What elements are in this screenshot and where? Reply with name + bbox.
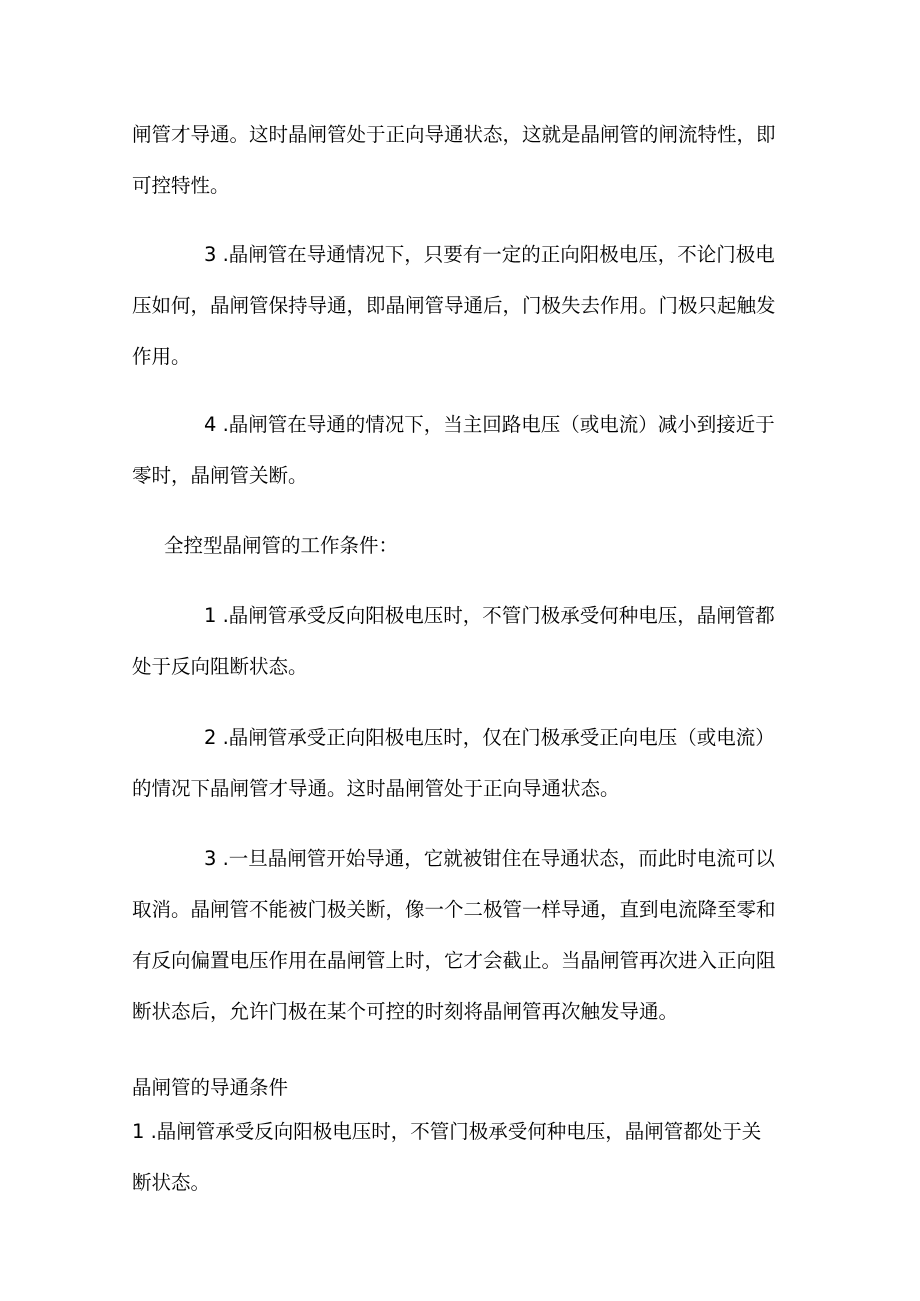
paragraph-continuation (132, 109, 794, 211)
text-line: 3 .一旦晶闸管开始导通，它就被钳住在导通状态，而此时电流可以 (204, 847, 775, 870)
text-line: 4 .晶闸管在导通的情况下，当主回路电压（或电流）减小到接近于 (204, 413, 775, 436)
paragraph-condition-1 (132, 1106, 794, 1208)
text-line: 3 .晶闸管在导通情况下，只要有一定的正向阳极电压，不论门极电 (204, 243, 775, 266)
paragraph-item-3b (132, 833, 794, 1037)
text-line: 可控特性。 (132, 174, 230, 197)
text-line: 零时，晶闸管关断。 (132, 464, 308, 487)
text-line: 有反向偏置电压作用在晶闸管上时，它才会截止。当晶闸管再次进入正向阻 (132, 949, 776, 972)
text-line: 1 .晶闸管承受反向阳极电压时，不管门极承受何种电压，晶闸管都处于关 (132, 1120, 762, 1143)
paragraph-item-2 (132, 712, 794, 814)
text-line: 1 .晶闸管承受反向阳极电压时，不管门极承受何种电压，晶闸管都 (204, 604, 775, 627)
heading-text: 晶闸管的导通条件 (132, 1076, 289, 1099)
text-line: 作用。 (132, 345, 191, 368)
text-line: 断状态。 (132, 1171, 211, 1194)
text-line: 压如何，晶闸管保持导通，即晶闸管导通后，门极失去作用。门极只起触发 (132, 294, 776, 317)
text-line: 闸管才导通。这时晶闸管处于正向导通状态，这就是晶闸管的闸流特性，即 (132, 123, 776, 146)
section-heading (132, 520, 794, 571)
text-line: 断状态后，允许门极在某个可控的时刻将晶闸管再次触发导通。 (132, 1000, 679, 1023)
paragraph-item-4 (132, 399, 794, 501)
heading-text: 全控型晶闸管的工作条件： (164, 534, 399, 557)
text-line: 取消。晶闸管不能被门极关断，像一个二极管一样导通，直到电流降至零和 (132, 898, 776, 921)
text-line: 处于反向阻断状态。 (132, 655, 308, 678)
paragraph-item-3 (132, 229, 794, 382)
paragraph-item-1 (132, 590, 794, 692)
text-line: 2 .晶闸管承受正向阳极电压时，仅在门极承受正向电压（或电流） (204, 726, 775, 749)
text-line: 的情况下晶闸管才导通。这时晶闸管处于正向导通状态。 (132, 777, 620, 800)
